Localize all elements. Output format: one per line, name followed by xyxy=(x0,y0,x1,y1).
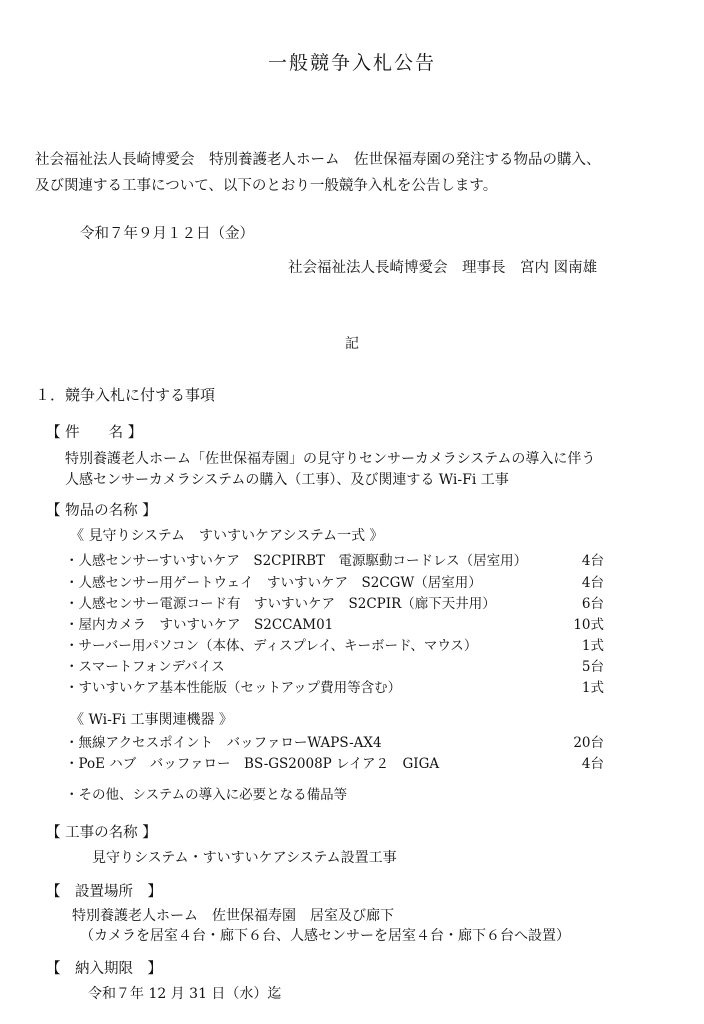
item-quantity: 1式 xyxy=(581,638,604,654)
other-items: ・その他、システムの導入に必要となる備品等 xyxy=(65,787,348,803)
item-quantity: 10式 xyxy=(573,617,604,633)
group-label: 《 Wi-Fi 工事関連機器 》 xyxy=(70,712,233,728)
list-item: ・サーバー用パソコン（本体、ディスプレイ、キーボード、マウス） xyxy=(65,638,478,654)
section-heading: １．競争入札に付する事項 xyxy=(35,386,216,404)
list-item: ・人感センサー用ゲートウェイ すいすいケア S2CGW（居室用） xyxy=(65,575,482,591)
list-item: ・人感センサーすいすいケア S2CPIRBT 電源駆動コードレス（居室用） xyxy=(65,553,528,569)
list-item: ・すいすいケア基本性能版（セットアップ費用等含む） xyxy=(65,680,402,696)
item-quantity: 1式 xyxy=(581,680,604,696)
delivery-heading: 【 納入期限 】 xyxy=(46,961,162,977)
item-quantity: 4台 xyxy=(581,575,604,591)
item-quantity: 5台 xyxy=(581,659,604,675)
item-quantity: 6台 xyxy=(581,596,604,612)
list-item: ・無線アクセスポイント バッファローWAPS-AX4 xyxy=(65,735,382,751)
group-label: 《 見守りシステム すいすいケアシステム一式 》 xyxy=(70,528,384,544)
list-item: ・屋内カメラ すいすいケア S2CCAM01 xyxy=(65,617,334,633)
kenmei-heading: 【 件 名 】 xyxy=(46,425,143,441)
notice-date: 令和７年９月１２日（金） xyxy=(80,226,254,242)
item-quantity: 4台 xyxy=(581,756,604,772)
construction-heading: 【 工事の名称 】 xyxy=(46,825,157,841)
ki-marker: 記 xyxy=(345,336,359,352)
location-line-1: 特別養護老人ホーム 佐世保福寿園 居室及び廊下 xyxy=(72,908,394,924)
intro-line-2: 及び関連する工事について、以下のとおり一般競争入札を公告します。 xyxy=(35,178,498,194)
delivery-date: 令和７年 12 月 31 日（水）迄 xyxy=(88,986,282,1002)
items-heading: 【 物品の名称 】 xyxy=(46,503,157,519)
location-line-2: （カメラを居室４台・廊下６台、人感センサーを居室４台・廊下６台へ設置） xyxy=(80,928,570,944)
intro-line-1: 社会福祉法人長崎博愛会 特別養護老人ホーム 佐世保福寿園の発注する物品の購入、 xyxy=(35,152,601,168)
location-heading: 【 設置場所 】 xyxy=(46,884,162,900)
list-item: ・スマートフォンデバイス xyxy=(65,659,225,675)
issuer: 社会福祉法人長崎博愛会 理事長 宮内 図南雄 xyxy=(288,260,598,276)
list-item: ・PoE ハブ バッファロー BS-GS2008P レイア２ GIGA xyxy=(65,756,440,772)
item-quantity: 20台 xyxy=(573,735,604,751)
kenmei-line-2: 人感センサーカメラシステムの購入（工事）、及び関連する Wi-Fi 工事 xyxy=(65,472,509,488)
page-title: 一般競争入札公告 xyxy=(267,52,436,74)
kenmei-line-1: 特別養護老人ホーム「佐世保福寿園」の見守りセンサーカメラシステムの導入に伴う xyxy=(65,451,596,467)
item-quantity: 4台 xyxy=(581,553,604,569)
construction-name: 見守りシステム・すいすいケアシステム設置工事 xyxy=(92,850,397,866)
list-item: ・人感センサー電源コード有 すいすいケア S2CPIR（廊下天井用） xyxy=(65,596,496,612)
